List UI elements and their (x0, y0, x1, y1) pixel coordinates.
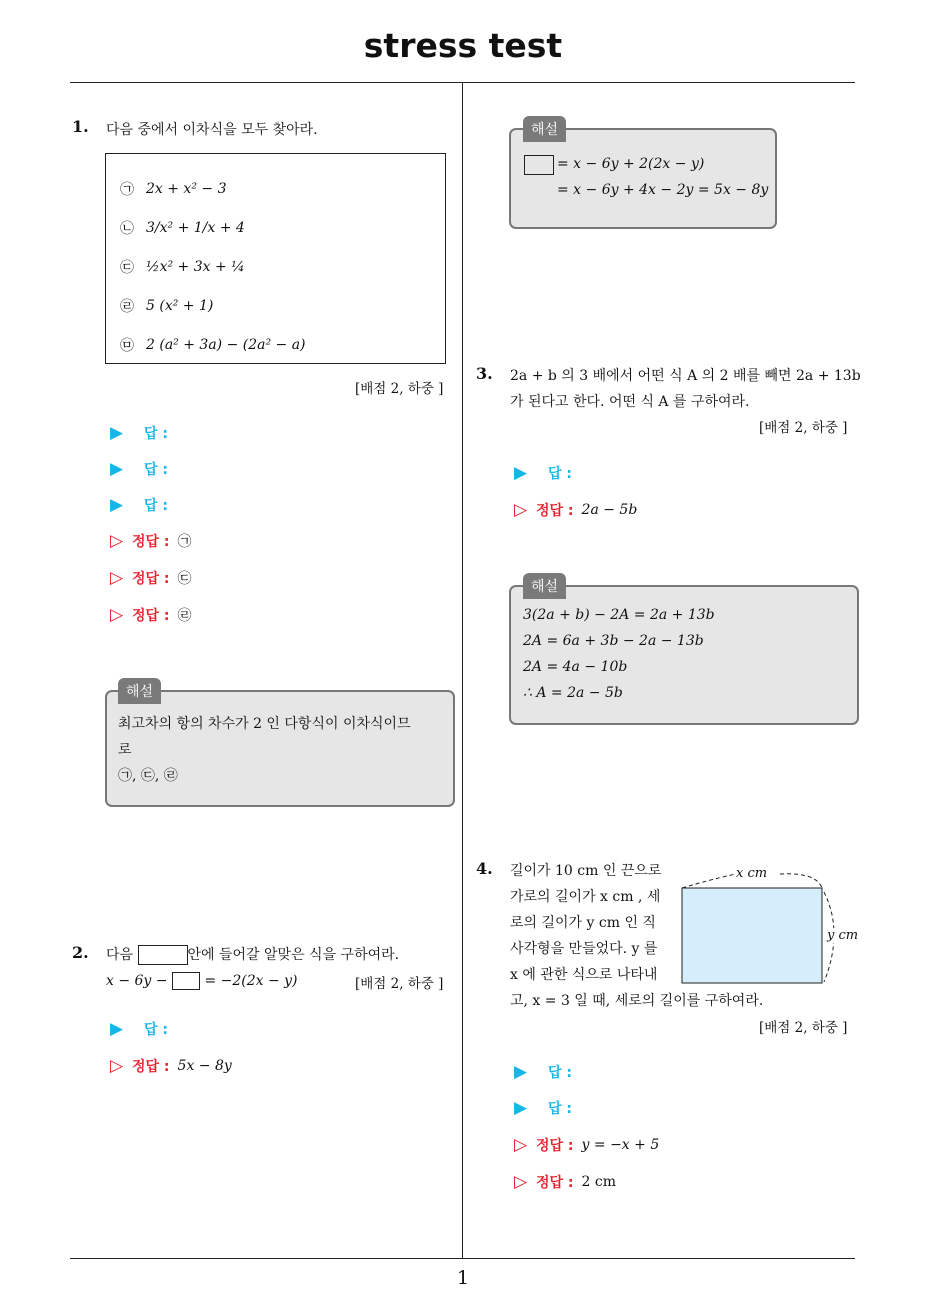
q2-solution-line: = x − 6y + 4x − 2y = 5x − 8y (557, 182, 769, 198)
q3-number: 3. (476, 364, 493, 383)
q2-blank-box (138, 945, 188, 965)
triangle-outline-icon: ▷ (514, 1172, 528, 1192)
play-icon: ▶ (110, 1019, 124, 1039)
q2-number: 2. (72, 943, 89, 962)
q2-equation: x − 6y − = −2(2x − y) (106, 973, 298, 989)
page-title: stress test (363, 26, 563, 65)
q1-answer-2[interactable]: ▶ 답 : (110, 459, 168, 479)
q1-correct-1: ▷ 정답 : ㉠ (110, 531, 192, 551)
q1-text: 다음 중에서 이차식을 모두 찾아라. (106, 122, 318, 138)
choice-label: ㉠ (120, 182, 134, 198)
q1-answer-3[interactable]: ▶ 답 : (110, 495, 168, 515)
q4-text-line: 고, x = 3 일 때, 세로의 길이를 구하여라. (510, 993, 764, 1009)
play-icon: ▶ (110, 423, 124, 443)
q3-solution-tag: 해설 (523, 573, 566, 599)
triangle-outline-icon: ▷ (514, 1135, 528, 1155)
triangle-outline-icon: ▷ (110, 531, 124, 551)
play-icon: ▶ (514, 1098, 528, 1118)
q1-correct-2: ▷ 정답 : ㉢ (110, 568, 192, 588)
top-brace-right (780, 874, 822, 888)
choice-expr: 3/x² + 1/x + 4 (146, 220, 245, 236)
q2-answer[interactable]: ▶ 답 : (110, 1019, 168, 1039)
q2-correct: ▷ 정답 : 5x − 8y (110, 1056, 232, 1076)
q1-solution-line: ㉠, ㉢, ㉣ (118, 768, 178, 784)
choice-label: ㉢ (120, 260, 134, 276)
q1-choice-4[interactable] (120, 296, 213, 316)
play-icon: ▶ (514, 1062, 528, 1082)
q4-text-line: 로의 길이가 y cm 인 직 (510, 915, 656, 931)
q3-answer[interactable]: ▶ 답 : (514, 463, 572, 483)
rectangle (682, 888, 822, 983)
q2-score: [배점 2, 하중 ] (355, 976, 444, 992)
q1-choice-5[interactable] (120, 335, 306, 355)
bottom-rule (70, 1258, 855, 1259)
q4-correct-2: ▷ 정답 : 2 cm (514, 1172, 617, 1192)
q3-solution-box (509, 585, 859, 725)
choice-expr: ½x² + 3x + ¼ (146, 259, 245, 275)
q1-solution-line: 로 (118, 742, 132, 758)
choice-expr: 2 (a² + 3a) − (2a² − a) (146, 337, 306, 353)
q2-solution-blank-box (524, 155, 554, 175)
q2-solution-line: = x − 6y + 2(2x − y) (557, 156, 705, 172)
triangle-outline-icon: ▷ (514, 500, 528, 520)
q2-blank-box (172, 972, 200, 990)
choice-expr: 5 (x² + 1) (146, 298, 214, 314)
q1-solution-tag: 해설 (118, 678, 161, 704)
q4-text-line: 가로의 길이가 x cm , 세 (510, 889, 661, 905)
play-icon: ▶ (110, 459, 124, 479)
q4-text-line: 길이가 10 cm 인 끈으로 (510, 863, 662, 879)
q1-answer-1[interactable]: ▶ 답 : (110, 423, 168, 443)
q4-text-line: x 에 관한 식으로 나타내 (510, 967, 658, 983)
q3-correct: ▷ 정답 : 2a − 5b (514, 500, 638, 520)
q3-solution-line: ∴ A = 2a − 5b (523, 685, 623, 701)
q1-number: 1. (72, 117, 89, 136)
q3-text-line1: 2a + b 의 3 배에서 어떤 식 A 의 2 배를 빼면 2a + 13b (510, 368, 861, 384)
triangle-outline-icon: ▷ (110, 605, 124, 625)
q1-correct-3: ▷ 정답 : ㉣ (110, 605, 192, 625)
q4-fig-top-label: x cm (736, 866, 768, 881)
play-icon: ▶ (514, 463, 528, 483)
play-icon: ▶ (110, 495, 124, 515)
q1-choice-2[interactable] (120, 218, 245, 238)
q3-score: [배점 2, 하중 ] (759, 420, 848, 436)
choice-label: ㉡ (120, 221, 134, 237)
q2-solution-box (509, 128, 777, 229)
q4-answer-2[interactable]: ▶ 답 : (514, 1098, 572, 1118)
q1-choice-3[interactable] (120, 257, 245, 277)
q2-text: 다음 안에 들어갈 알맞은 식을 구하여라. (106, 947, 400, 963)
q1-solution-box (105, 690, 455, 807)
triangle-outline-icon: ▷ (110, 568, 124, 588)
triangle-outline-icon: ▷ (110, 1056, 124, 1076)
page-number: 1 (456, 1267, 470, 1289)
q1-solution-line: 최고차의 항의 차수가 2 인 다항식이 이차식이므 (118, 716, 411, 732)
choice-label: ㉣ (120, 299, 134, 315)
q4-text-line: 사각형을 만들었다. y 를 (510, 941, 658, 957)
q4-score: [배점 2, 하중 ] (759, 1020, 848, 1036)
choice-expr: 2x + x² − 3 (146, 181, 227, 197)
q3-solution-line: 3(2a + b) − 2A = 2a + 13b (523, 607, 715, 623)
q1-choice-1[interactable] (120, 179, 226, 199)
q4-answer-1[interactable]: ▶ 답 : (514, 1062, 572, 1082)
q3-text-line2: 가 된다고 한다. 어떤 식 A 를 구하여라. (510, 394, 750, 410)
q3-solution-line: 2A = 4a − 10b (523, 659, 628, 675)
q4-number: 4. (476, 859, 493, 878)
choice-label: ㉤ (120, 338, 134, 354)
q2-solution-tag: 해설 (523, 116, 566, 142)
column-divider (462, 83, 463, 1259)
q4-rectangle-figure (676, 862, 860, 990)
q4-fig-side-label: y cm (827, 928, 859, 943)
q4-correct-1: ▷ 정답 : y = −x + 5 (514, 1135, 660, 1155)
q3-solution-line: 2A = 6a + 3b − 2a − 13b (523, 633, 704, 649)
q1-score: [배점 2, 하중 ] (355, 381, 444, 397)
